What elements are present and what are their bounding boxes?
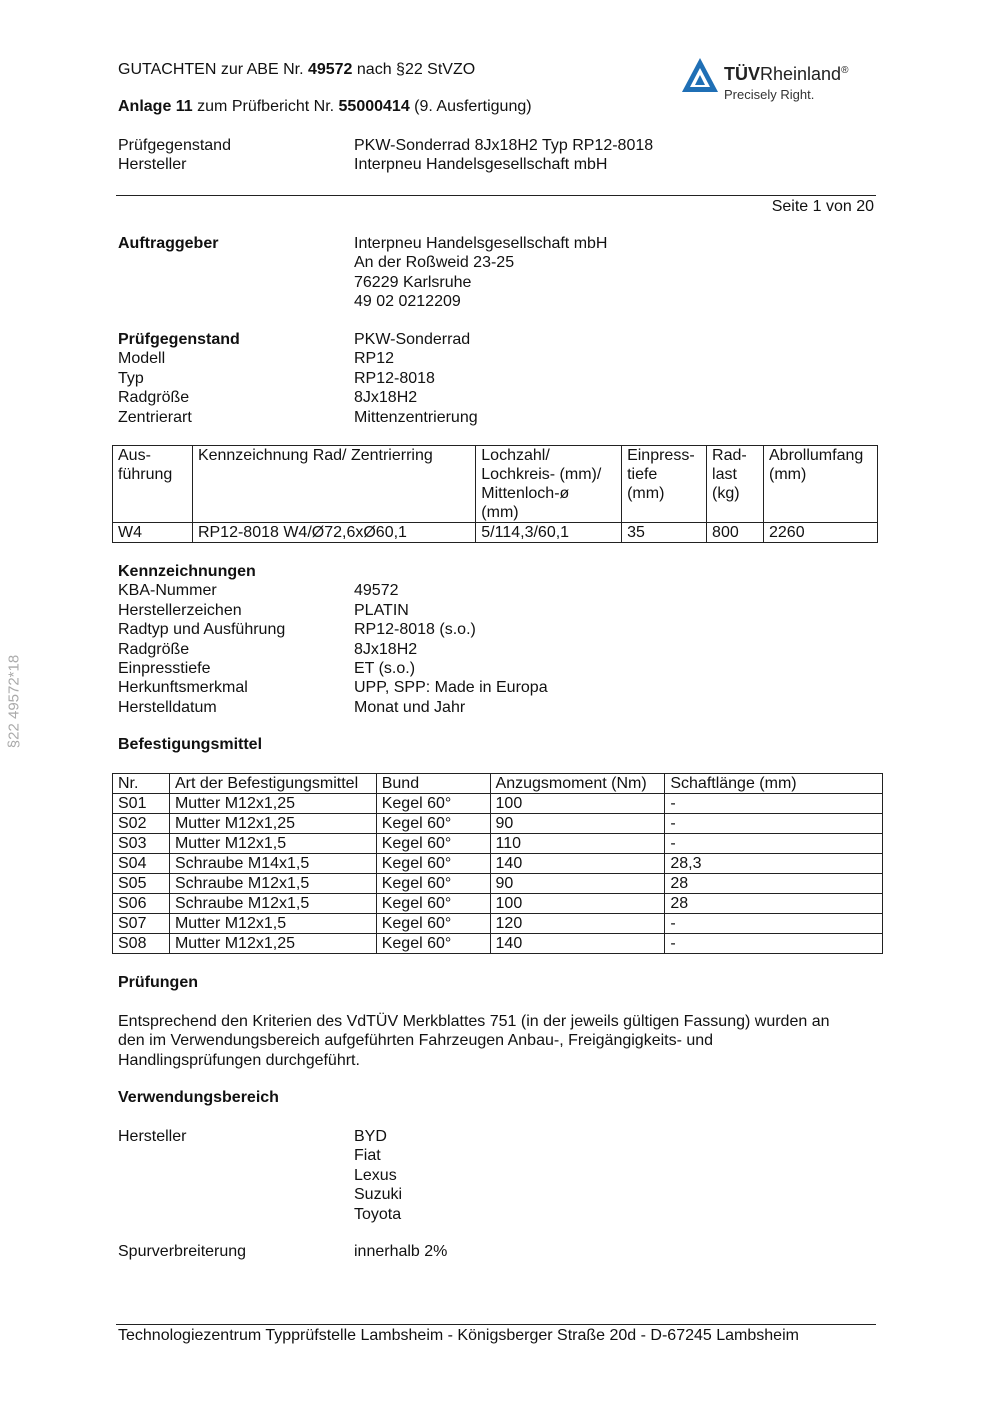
kz-label: Herstelldatum <box>118 698 217 716</box>
kz-value: PLATIN <box>354 601 409 619</box>
table-row <box>113 814 883 834</box>
table-cell: 2260 <box>764 523 878 543</box>
header-cell: Einpress- tiefe (mm) <box>622 446 707 523</box>
header-subject-label: Prüfgegenstand <box>118 137 231 154</box>
table-row <box>113 874 883 894</box>
table-cell: Kegel 60° <box>376 894 490 914</box>
table-row <box>113 894 883 914</box>
table-cell: S08 <box>113 934 170 954</box>
kz-label: Herkunftsmerkmal <box>118 679 248 697</box>
logo-brand: TÜVRheinland® <box>724 64 849 84</box>
wheel-table-header <box>113 446 878 523</box>
pruefungen-text-line: den im Verwendungsbereich aufgeführten Fahrzeugen Anbau-, Freigängigkeits- und <box>118 1032 714 1050</box>
kz-label: Herstellerzeichen <box>118 601 242 619</box>
header-cell: Aus- führung <box>113 446 193 523</box>
kz-label: Einpresstiefe <box>118 660 211 677</box>
table-cell: 110 <box>490 834 665 854</box>
table-cell: Kegel 60° <box>376 834 490 854</box>
table-cell: 140 <box>490 934 665 954</box>
vb-spur-value: innerhalb 2% <box>354 1243 448 1260</box>
kz-value: RP12-8018 (s.o.) <box>354 621 476 639</box>
table-cell: 5/114,3/60,1 <box>476 523 622 543</box>
header-maker-label: Hersteller <box>118 156 187 173</box>
table-row <box>113 794 883 814</box>
kz-value: UPP, SPP: Made in Europa <box>354 679 548 697</box>
pruefgegenstand-label: Prüfgegenstand <box>118 331 240 348</box>
table-cell: 800 <box>707 523 764 543</box>
vb-spur-label: Spurverbreiterung <box>118 1243 247 1260</box>
table-cell: S02 <box>113 814 170 834</box>
auftraggeber-line: An der Roßweid 23-25 <box>354 254 515 272</box>
table-cell: Kegel 60° <box>376 814 490 834</box>
table-row <box>113 854 883 874</box>
table-cell: 28,3 <box>665 854 883 874</box>
pg-row-label: Typ <box>118 369 144 387</box>
auftraggeber-line: 49 02 0212209 <box>354 293 461 311</box>
pg-row-value: Mittenzentrierung <box>354 408 478 426</box>
header-cell: Art der Befestigungsmittel <box>169 774 376 794</box>
table-cell: 120 <box>490 914 665 934</box>
header-cell: Bund <box>376 774 490 794</box>
kz-value: 8Jx18H2 <box>354 640 418 658</box>
table-row <box>113 523 878 543</box>
pg-row-value: 8Jx18H2 <box>354 389 418 407</box>
pg-row-value: RP12-8018 <box>354 369 435 387</box>
table-cell: - <box>665 814 883 834</box>
fastener-table <box>112 773 883 954</box>
table-cell: Mutter M12x1,25 <box>169 794 376 814</box>
table-cell: Kegel 60° <box>376 874 490 894</box>
footer-text: Technologiezentrum Typprüfstelle Lambsheim - Königsberger Straße 20d - D-67245 Lambsheim <box>118 1327 799 1344</box>
kz-value: 49572 <box>354 582 399 600</box>
table-cell: S03 <box>113 834 170 854</box>
table-cell: Mutter M12x1,25 <box>169 814 376 834</box>
table-cell: Mutter M12x1,5 <box>169 914 376 934</box>
befestigung-title: Befestigungsmittel <box>118 736 263 753</box>
logo-tagline: Precisely Right. <box>724 87 815 102</box>
auftraggeber-label: Auftraggeber <box>118 235 219 252</box>
vb-maker-label: Hersteller <box>118 1128 187 1145</box>
table-cell: S07 <box>113 914 170 934</box>
pg-row-label: Zentrierart <box>118 408 192 426</box>
table-cell: Schraube M14x1,5 <box>169 854 376 874</box>
header-cell: Nr. <box>113 774 170 794</box>
kennzeichnungen-title: Kennzeichnungen <box>118 563 256 580</box>
kz-value: ET (s.o.) <box>354 660 416 677</box>
table-cell: 28 <box>665 894 883 914</box>
table-cell: - <box>665 914 883 934</box>
auftraggeber-line: Interpneu Handelsgesellschaft mbH <box>354 235 608 252</box>
side-mark: §22 49572*18 <box>5 654 23 749</box>
pruefungen-title: Prüfungen <box>118 974 198 991</box>
header-title: GUTACHTEN zur ABE Nr. 49572 nach §22 StVZO <box>118 61 476 78</box>
pruefungen-text-line: Handlingsprüfungen durchgeführt. <box>118 1051 360 1069</box>
header-divider <box>116 195 876 196</box>
header-cell: Lochzahl/ Lochkreis- (mm)/ Mittenloch-ø (mm) <box>476 446 622 523</box>
table-cell: Mutter M12x1,5 <box>169 834 376 854</box>
table-cell: - <box>665 834 883 854</box>
pg-row-value: RP12 <box>354 350 395 368</box>
footer-divider <box>116 1324 876 1325</box>
table-cell: Mutter M12x1,25 <box>169 934 376 954</box>
header-cell: Abrollumfang (mm) <box>764 446 878 523</box>
wheel-table <box>112 445 878 543</box>
kz-label: Radtyp und Ausführung <box>118 621 286 639</box>
vb-maker: BYD <box>354 1128 387 1145</box>
table-cell: Kegel 60° <box>376 934 490 954</box>
table-cell: Kegel 60° <box>376 794 490 814</box>
table-cell: S04 <box>113 854 170 874</box>
table-cell: 140 <box>490 854 665 874</box>
table-cell: RP12-8018 W4/Ø72,6xØ60,1 <box>192 523 475 543</box>
pg-row-label: Modell <box>118 350 166 368</box>
table-cell: 90 <box>490 874 665 894</box>
pruefungen-text-line: Entsprechend den Kriterien des VdTÜV Merkblattes 751 (in der jeweils gültigen Fassung) wurden an <box>118 1013 830 1030</box>
vb-maker: Lexus <box>354 1166 397 1184</box>
table-row <box>113 914 883 934</box>
header-subject-value: PKW-Sonderrad 8Jx18H2 Typ RP12-8018 <box>354 137 654 154</box>
table-cell: Kegel 60° <box>376 914 490 934</box>
table-cell: Schraube M12x1,5 <box>169 894 376 914</box>
table-cell: - <box>665 934 883 954</box>
table-cell: 90 <box>490 814 665 834</box>
kz-label: Radgröße <box>118 640 190 658</box>
verwendungsbereich-title: Verwendungsbereich <box>118 1089 279 1106</box>
auftraggeber-line: 76229 Karlsruhe <box>354 273 472 291</box>
header-cell: Rad- last (kg) <box>707 446 764 523</box>
tuv-logo <box>680 54 870 104</box>
table-cell: S05 <box>113 874 170 894</box>
table-cell: 100 <box>490 894 665 914</box>
table-cell: Kegel 60° <box>376 854 490 874</box>
table-cell: 28 <box>665 874 883 894</box>
table-cell: S06 <box>113 894 170 914</box>
table-cell: S01 <box>113 794 170 814</box>
header-cell: Schaftlänge (mm) <box>665 774 883 794</box>
table-cell: 35 <box>622 523 707 543</box>
header-cell: Anzugsmoment (Nm) <box>490 774 665 794</box>
pg-row-label: Radgröße <box>118 389 190 407</box>
vb-maker: Suzuki <box>354 1186 403 1204</box>
fastener-table-header <box>113 774 883 794</box>
tuv-triangle-icon <box>680 56 720 96</box>
page-number: Seite 1 von 20 <box>771 198 874 215</box>
table-cell: W4 <box>113 523 193 543</box>
header-cell: Kennzeichnung Rad/ Zentrierring <box>192 446 475 523</box>
table-cell: - <box>665 794 883 814</box>
table-row <box>113 834 883 854</box>
table-cell: Schraube M12x1,5 <box>169 874 376 894</box>
kz-label: KBA-Nummer <box>118 582 217 600</box>
table-cell: 100 <box>490 794 665 814</box>
header-annex: Anlage 11 zum Prüfbericht Nr. 55000414 (9. Ausfertigung) <box>118 98 532 115</box>
vb-maker: Toyota <box>354 1205 402 1223</box>
kz-value: Monat und Jahr <box>354 698 466 716</box>
vb-maker: Fiat <box>354 1147 381 1165</box>
pruefgegenstand-value: PKW-Sonderrad <box>354 331 471 348</box>
header-maker-value: Interpneu Handelsgesellschaft mbH <box>354 156 608 173</box>
table-row <box>113 934 883 954</box>
